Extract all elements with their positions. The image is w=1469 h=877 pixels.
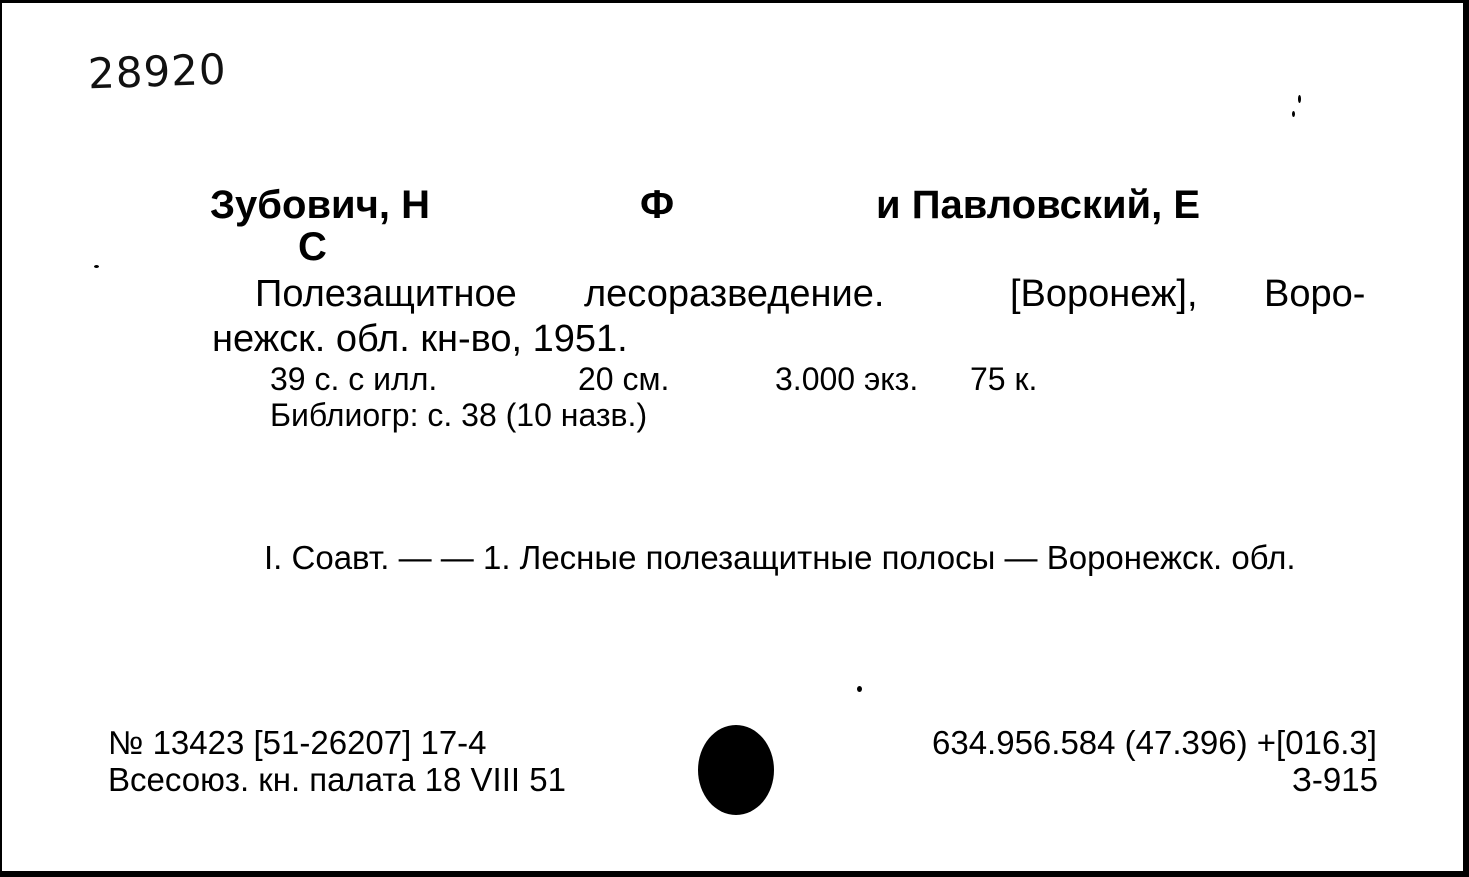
footer-classification: 634.956.584 (47.396) +[016.3] (932, 724, 1377, 761)
author-name-1: Зубович, Н (210, 183, 430, 227)
ink-speck (1298, 95, 1301, 103)
description-price: 75 к. (970, 361, 1038, 397)
footer-book-chamber: Всесоюз. кн. палата 18 VIII 51 (108, 761, 566, 798)
title-place: [Воронеж], (1010, 273, 1198, 315)
ink-speck (94, 265, 99, 268)
author-initial-2: С (298, 225, 327, 269)
description-pages: 39 с. с илл. (270, 361, 438, 397)
catalog-card (2, 3, 1463, 871)
title-line-2: нежск. обл. кн-во, 1951. (212, 318, 628, 360)
description-bibliography: Библиогр: с. 38 (10 назв.) (270, 397, 648, 433)
author-initial-1: Ф (640, 183, 675, 227)
description-print-run: 3.000 экз. (775, 361, 919, 397)
title-publisher-start: Воро- (1264, 273, 1366, 315)
footer-record-number: № 13423 [51-26207] 17-4 (108, 724, 487, 761)
handwritten-accession-number: 28920 (87, 44, 228, 99)
ink-speck (857, 686, 862, 692)
ink-speck (1292, 111, 1295, 117)
subject-headings: I. Соавт. — — 1. Лесные полезащитные полосы — Воронежск. обл. (264, 539, 1296, 576)
title-word-2: лесоразведение. (584, 273, 885, 315)
description-size: 20 см. (578, 361, 670, 397)
footer-author-mark: З-915 (1292, 761, 1378, 798)
title-word-1: Полезащитное (255, 273, 517, 315)
punch-hole-dot (698, 725, 774, 815)
author-name-2: и Павловский, Е (876, 183, 1201, 227)
